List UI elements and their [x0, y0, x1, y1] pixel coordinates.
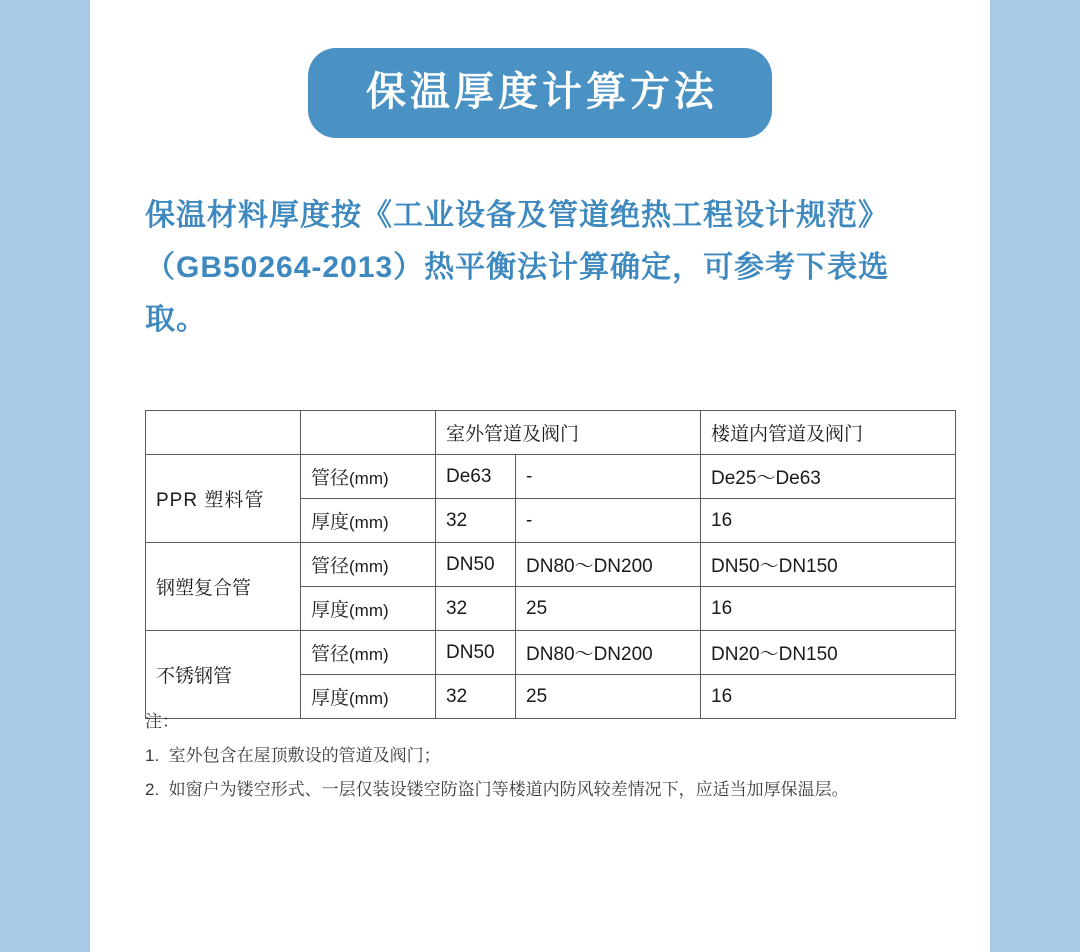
spec-table-container — [145, 410, 955, 719]
row-metric — [301, 455, 436, 499]
cell-corridor: 16 — [701, 675, 956, 719]
metric-name: 厚度 — [311, 600, 350, 621]
metric-unit: (mm) — [349, 557, 389, 576]
row-material-steel-plastic: 钢塑复合管 — [146, 543, 301, 631]
cell-outdoor-a: 32 — [436, 499, 516, 543]
metric-name: 管径 — [311, 468, 350, 489]
row-material-ppr: PPR 塑料管 — [146, 455, 301, 543]
table-row — [146, 455, 956, 499]
cell-corridor: 16 — [701, 499, 956, 543]
cell-outdoor-a: DN50 — [436, 543, 516, 587]
metric-unit: (mm) — [349, 601, 389, 620]
metric-unit: (mm) — [349, 689, 389, 708]
notes-label: 注： — [145, 712, 179, 731]
cell-corridor: DN50～DN150 — [701, 543, 956, 587]
cell-outdoor-b: DN80～DN200 — [516, 543, 701, 587]
notes-block — [145, 705, 955, 807]
metric-unit: (mm) — [349, 645, 389, 664]
metric-name: 管径 — [311, 556, 350, 577]
metric-name: 管径 — [311, 644, 350, 665]
page-title: 保温厚度计算方法 — [308, 48, 772, 138]
table-header-row — [146, 411, 956, 455]
metric-name: 厚度 — [311, 512, 350, 533]
cell-outdoor-b: 25 — [516, 675, 701, 719]
cell-outdoor-a: 32 — [436, 587, 516, 631]
table-row — [146, 543, 956, 587]
document-page — [90, 0, 990, 952]
metric-unit: (mm) — [349, 469, 389, 488]
intro-paragraph: 保温材料厚度按《工业设备及管道绝热工程设计规范》（GB50264-2013）热平衡法计算确定，可参考下表选取。 — [145, 199, 890, 336]
spec-table — [145, 410, 956, 719]
header-outdoor: 室外管道及阀门 — [436, 411, 701, 455]
metric-unit: (mm) — [349, 513, 389, 532]
cell-corridor: 16 — [701, 587, 956, 631]
note-item-1: 1. 室外包含在屋顶敷设的管道及阀门； — [145, 746, 441, 765]
row-metric — [301, 499, 436, 543]
metric-name: 厚度 — [311, 688, 350, 709]
cell-outdoor-a: De63 — [436, 455, 516, 499]
header-corner-material — [146, 411, 301, 455]
row-metric — [301, 587, 436, 631]
cell-corridor: De25～De63 — [701, 455, 956, 499]
cell-outdoor-a: DN50 — [436, 631, 516, 675]
cell-corridor: DN20～DN150 — [701, 631, 956, 675]
cell-outdoor-a: 32 — [436, 675, 516, 719]
header-corner-metric — [301, 411, 436, 455]
cell-outdoor-b: - — [516, 455, 701, 499]
note-item-2: 2. 如窗户为镂空形式、一层仅装设镂空防盗门等楼道内防风较差情况下，应适当加厚保温层。 — [145, 780, 849, 799]
row-metric — [301, 631, 436, 675]
header-corridor: 楼道内管道及阀门 — [701, 411, 956, 455]
row-metric — [301, 543, 436, 587]
cell-outdoor-b: - — [516, 499, 701, 543]
title-container — [90, 48, 990, 138]
table-row — [146, 631, 956, 675]
row-material-stainless: 不锈钢管 — [146, 631, 301, 719]
cell-outdoor-b: DN80～DN200 — [516, 631, 701, 675]
cell-outdoor-b: 25 — [516, 587, 701, 631]
